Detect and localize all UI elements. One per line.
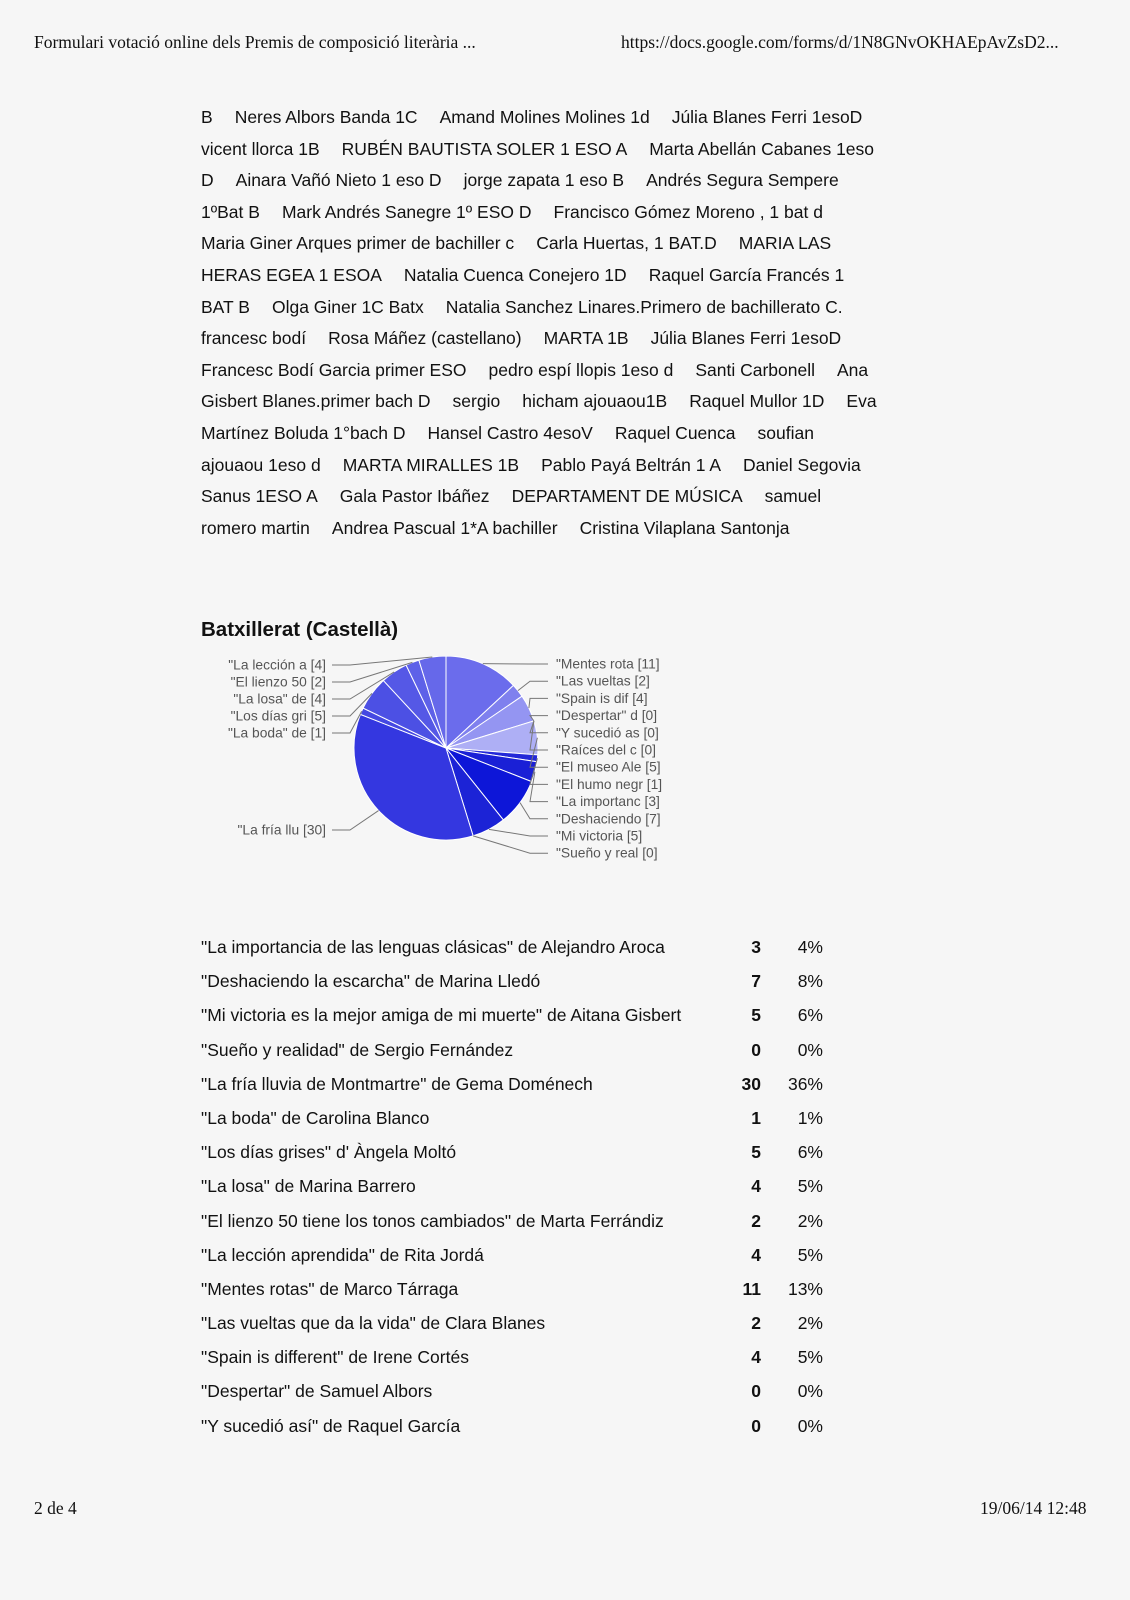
respondent-name: ajouaou 1eso d xyxy=(201,454,321,475)
print-header-url: https://docs.google.com/forms/d/1N8GNvOKHAEpAvZsD2... xyxy=(621,32,1059,52)
pie-slice-label: "Spain is dif [4] xyxy=(556,690,648,706)
result-count: 0 xyxy=(751,1039,761,1060)
names-line xyxy=(201,513,941,545)
respondent-name: Raquel Mullor 1D xyxy=(689,391,825,412)
result-count: 0 xyxy=(751,1415,761,1436)
result-percent: 13% xyxy=(787,1278,823,1299)
pie-chart xyxy=(201,656,721,866)
result-title: "Spain is different" de Irene Cortés xyxy=(201,1347,469,1368)
pie-slice-label: "La boda" de [1] xyxy=(227,725,326,741)
respondent-name: Andrea Pascual 1*A bachiller xyxy=(331,517,558,538)
respondent-name: Hansel Castro 4esoV xyxy=(427,422,593,443)
respondent-name: Andrés Segura Sempere xyxy=(646,170,839,191)
names-line xyxy=(201,134,941,166)
result-title: "Despertar" de Samuel Albors xyxy=(201,1381,433,1402)
pie-slice-label: "Raíces del c [0] xyxy=(556,742,656,758)
respondent-name: B xyxy=(201,107,213,127)
names-line xyxy=(201,197,941,229)
names-line xyxy=(201,481,941,513)
pie-leader-line xyxy=(489,829,548,836)
pie-slice-label: "La lección a [4] xyxy=(228,657,326,673)
print-footer-datetime: 19/06/14 12:48 xyxy=(980,1498,1087,1518)
pie-slice-label: "La importanc [3] xyxy=(556,794,660,810)
respondent-name: Natalia Cuenca Conejero 1D xyxy=(403,264,627,285)
respondent-name: Sanus 1ESO A xyxy=(201,486,318,507)
respondent-name: DEPARTAMENT DE MÚSICA xyxy=(511,486,743,507)
result-title: "La importancia de las lenguas clásicas" de Alejandro Aroca xyxy=(201,937,665,957)
names-line xyxy=(201,450,941,482)
respondent-name: francesc bodí xyxy=(201,328,307,349)
respondent-name: Pablo Payá Beltrán 1 A xyxy=(541,454,722,475)
respondent-name: Raquel García Francés 1 xyxy=(648,264,845,285)
respondent-name: Cristina Vilaplana Santonja xyxy=(579,517,790,538)
respondent-name: MARTA 1B xyxy=(543,328,629,349)
respondent-name: Mark Andrés Sanegre 1º ESO D xyxy=(281,201,532,222)
names-line xyxy=(201,418,941,450)
result-count: 2 xyxy=(751,1313,761,1334)
result-percent: 8% xyxy=(797,971,823,992)
respondent-name: Francesc Bodí Garcia primer ESO xyxy=(201,359,467,380)
result-percent: 0% xyxy=(797,1381,823,1402)
respondent-name: Neres Albors Banda 1C xyxy=(234,107,418,127)
respondent-name: MARTA MIRALLES 1B xyxy=(342,454,520,475)
respondent-name: jorge zapata 1 eso B xyxy=(463,170,625,191)
respondent-name: Raquel Cuenca xyxy=(614,422,736,443)
result-percent: 0% xyxy=(797,1415,823,1436)
respondent-name: BAT B xyxy=(201,296,250,317)
respondent-name: D xyxy=(201,170,214,191)
result-percent: 6% xyxy=(797,1142,823,1163)
respondent-name: Júlia Blanes Ferri 1esoD xyxy=(650,328,842,349)
names-line xyxy=(201,165,941,197)
result-percent: 5% xyxy=(797,1347,823,1368)
pie-leader-line xyxy=(529,698,548,708)
result-title: "La losa" de Marina Barrero xyxy=(201,1176,416,1197)
pie-leader-line xyxy=(473,836,548,853)
respondent-name: RUBÉN BAUTISTA SOLER 1 ESO A xyxy=(341,138,628,159)
pie-leader-line xyxy=(520,803,548,819)
result-percent: 5% xyxy=(797,1244,823,1265)
result-percent: 1% xyxy=(797,1107,823,1128)
pie-slice-label: "Deshaciendo [7] xyxy=(556,811,661,827)
result-count: 2 xyxy=(751,1210,761,1231)
result-count: 1 xyxy=(751,1107,761,1128)
respondent-name: samuel xyxy=(764,486,822,507)
result-percent: 0% xyxy=(797,1039,823,1060)
respondent-name: Santi Carbonell xyxy=(695,359,815,380)
respondent-name: Natalia Sanchez Linares.Primero de bachillerato C. xyxy=(445,296,843,317)
respondent-name: romero martin xyxy=(201,517,310,538)
pie-leader-line xyxy=(332,811,379,830)
pie-slice-label: "Los días gri [5] xyxy=(230,708,326,724)
names-line xyxy=(201,355,941,387)
result-title: "Y sucedió así" de Raquel García xyxy=(201,1415,461,1436)
result-percent: 2% xyxy=(797,1313,823,1334)
respondent-name: Gisbert Blanes.primer bach D xyxy=(201,391,431,412)
respondent-name: MARIA LAS xyxy=(738,233,832,254)
pie-slice-label: "Sueño y real [0] xyxy=(556,845,658,861)
result-title: "La fría lluvia de Montmartre" de Gema Doménech xyxy=(201,1073,593,1094)
respondent-name: soufian xyxy=(757,422,814,443)
pie-slice-label: "El museo Ale [5] xyxy=(556,759,661,775)
result-title: "Los días grises" d' Àngela Moltó xyxy=(201,1142,457,1163)
pie-slice-label: "El humo negr [1] xyxy=(556,776,663,792)
result-title: "El lienzo 50 tiene los tonos cambiados" de Marta Ferrándiz xyxy=(201,1210,664,1231)
respondent-name: Daniel Segovia xyxy=(743,454,861,475)
result-percent: 36% xyxy=(787,1073,823,1094)
respondent-name: Olga Giner 1C Batx xyxy=(271,296,424,317)
respondent-name: Ainara Vañó Nieto 1 eso D xyxy=(235,170,442,191)
pie-slice-label: "El lienzo 50 [2] xyxy=(230,674,326,690)
pie-leader-line xyxy=(518,681,548,690)
names-line xyxy=(201,228,941,260)
respondent-name: Amand Molines Molines 1d xyxy=(439,107,650,127)
respondent-name: HERAS EGEA 1 ESOA xyxy=(201,264,382,285)
respondent-name: Marta Abellán Cabanes 1eso xyxy=(649,138,875,159)
print-footer-page: 2 de 4 xyxy=(34,1498,77,1518)
result-count: 30 xyxy=(741,1073,761,1094)
respondent-names-list xyxy=(201,102,941,544)
pie-slice-label: "Mentes rota [11] xyxy=(556,656,660,672)
names-line xyxy=(201,260,941,292)
respondent-name: Ana xyxy=(837,359,869,380)
pie-slice-label: "La losa" de [4] xyxy=(233,691,326,707)
result-count: 11 xyxy=(742,1278,761,1299)
pie-slice-label: "La fría llu [30] xyxy=(237,822,326,838)
section-title: Batxillerat (Castellà) xyxy=(201,618,399,641)
result-count: 5 xyxy=(751,1005,761,1026)
respondent-name: Carla Huertas, 1 BAT.D xyxy=(536,233,717,254)
result-count: 5 xyxy=(751,1142,761,1163)
result-percent: 4% xyxy=(797,937,823,957)
respondent-name: Gala Pastor Ibáñez xyxy=(339,486,490,507)
result-title: "Sueño y realidad" de Sergio Fernández xyxy=(201,1039,514,1060)
print-header-title: Formulari votació online dels Premis de composició literària ... xyxy=(34,32,476,52)
result-title: "Las vueltas que da la vida" de Clara Blanes xyxy=(201,1313,546,1334)
pie-slice-label: "Mi victoria [5] xyxy=(556,828,643,844)
respondent-name: vicent llorca 1B xyxy=(201,138,320,159)
names-line xyxy=(201,386,941,418)
result-percent: 2% xyxy=(797,1210,823,1231)
result-count: 3 xyxy=(751,937,761,957)
respondent-name: hicham ajouaou1B xyxy=(522,391,668,412)
names-line xyxy=(201,102,941,134)
respondent-name: Júlia Blanes Ferri 1esoD xyxy=(671,107,863,127)
respondent-name: Maria Giner Arques primer de bachiller c xyxy=(201,233,515,254)
respondent-name: Martínez Boluda 1°bach D xyxy=(201,422,406,443)
respondent-name: 1ºBat B xyxy=(201,201,260,222)
result-title: "La lección aprendida" de Rita Jordá xyxy=(201,1244,484,1265)
names-line xyxy=(201,292,941,324)
pie-slice-label: "Despertar" d [0] xyxy=(556,708,658,724)
result-count: 7 xyxy=(751,971,761,992)
result-title: "La boda" de Carolina Blanco xyxy=(201,1107,430,1128)
result-title: "Mentes rotas" de Marco Tárraga xyxy=(201,1278,459,1299)
respondent-name: Eva xyxy=(846,391,877,412)
respondent-name: pedro espí llopis 1eso d xyxy=(488,359,674,380)
result-count: 0 xyxy=(751,1381,761,1402)
pie-slice-label: "Las vueltas [2] xyxy=(556,673,650,689)
result-title: "Deshaciendo la escarcha" de Marina Lledó xyxy=(201,971,541,992)
result-percent: 6% xyxy=(797,1005,823,1026)
result-percent: 5% xyxy=(797,1176,823,1197)
result-count: 4 xyxy=(751,1347,761,1368)
result-count: 4 xyxy=(751,1176,761,1197)
respondent-name: Francisco Gómez Moreno , 1 bat d xyxy=(553,201,823,222)
pie-slice-label: "Y sucedió as [0] xyxy=(556,725,659,741)
result-title: "Mi victoria es la mejor amiga de mi muerte" de Aitana Gisbert xyxy=(201,1005,682,1026)
respondent-name: sergio xyxy=(452,391,501,412)
respondent-name: Rosa Máñez (castellano) xyxy=(328,328,522,349)
result-count: 4 xyxy=(751,1244,761,1265)
names-line xyxy=(201,323,941,355)
